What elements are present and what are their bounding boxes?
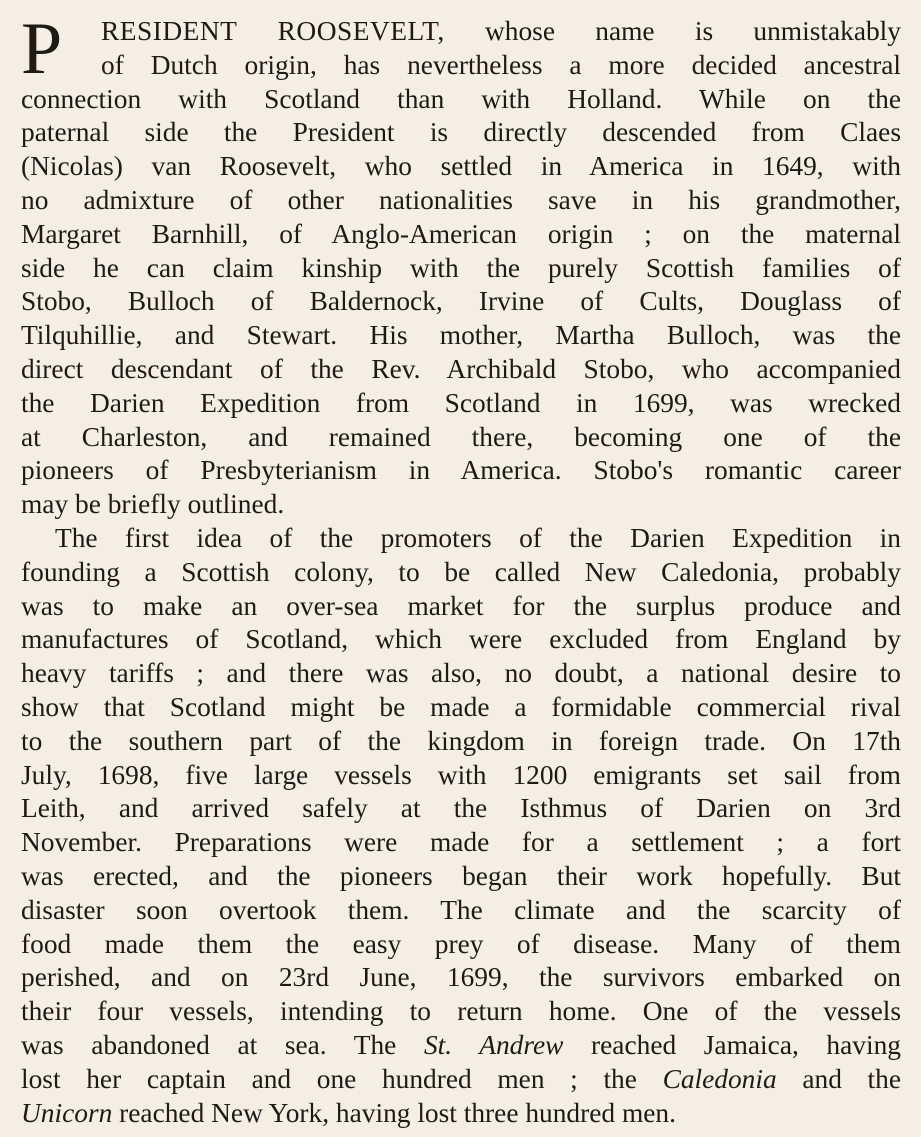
text-run: reached New York, having lost three hundred men. — [112, 1097, 676, 1128]
paragraph-1 — [21, 8, 901, 522]
text-line: may be briefly outlined. — [21, 489, 285, 520]
text-line: at Charleston, and remained there, becoming one of the — [21, 421, 901, 452]
ship-name-unicorn: Unicorn — [21, 1097, 113, 1128]
text-line: direct descendant of the Rev. Archibald Stobo, who accompanied — [21, 353, 901, 384]
ship-name-st-andrew: St. Andrew — [423, 1029, 564, 1060]
ship-name-caledonia: Caledonia — [662, 1063, 777, 1094]
president-roosevelt-smallcaps: RESIDENT ROOSEVELT, — [101, 16, 445, 46]
text-line: (Nicolas) van Roosevelt, who settled in America in 1649, with — [21, 151, 901, 182]
text-line: Leith, and arrived safely at the Isthmus of Darien on 3rd — [21, 793, 901, 824]
text-line: November. Preparations were made for a settlement ; a fort — [21, 827, 901, 858]
text-line: their four vessels, intending to return home. One of the vessels — [21, 996, 901, 1027]
text-line: the Darien Expedition from Scotland in 1699, was wrecked — [21, 387, 901, 418]
text-line: side he can claim kinship with the purely Scottish families of — [21, 252, 901, 283]
text-run: and the — [776, 1063, 901, 1094]
text-line: July, 1698, five large vessels with 1200 emigrants set sail from — [21, 759, 901, 790]
text-line: no admixture of other nationalities save in his grandmother, — [21, 184, 901, 215]
text-line: paternal side the President is directly descended from Claes — [21, 117, 901, 148]
text-line: of Dutch origin, has nevertheless a more decided ancestral — [101, 49, 901, 80]
text-line: Margaret Barnhill, of Anglo-American origin ; on the maternal — [21, 218, 901, 249]
drop-cap: P — [21, 8, 63, 90]
text-run: lost her captain and one hundred men ; the — [21, 1063, 663, 1094]
text-run: reached Jamaica, having — [563, 1029, 901, 1060]
text-line: Stobo, Bulloch of Baldernock, Irvine of Cults, Douglass of — [21, 286, 901, 317]
text-line: founding a Scottish colony, to be called New Caledonia, probably — [21, 556, 901, 587]
text-line: connection with Scotland than with Holland. While on the — [21, 83, 901, 114]
text-line: heavy tariffs ; and there was also, no doubt, a national desire to — [21, 658, 901, 689]
text-line: show that Scotland might be made a formidable commercial rival — [21, 691, 901, 722]
text-line — [21, 1063, 901, 1097]
text-line: The first idea of the promoters of the Darien Expedition in — [55, 522, 901, 553]
text-line: disaster soon overtook them. The climate and the scarcity of — [21, 894, 901, 925]
text-line — [21, 1029, 901, 1063]
text-line: Tilquhillie, and Stewart. His mother, Martha Bulloch, was the — [21, 320, 901, 351]
text-line: pioneers of Presbyterianism in America. Stobo's romantic career — [21, 455, 901, 486]
text-run: was abandoned at sea. The — [21, 1029, 424, 1060]
text-line: perished, and on 23rd June, 1699, the survivors embarked on — [21, 962, 901, 993]
text-run: whose name is unmistakably — [444, 16, 901, 46]
text-line — [21, 15, 901, 49]
text-line: food made them the easy prey of disease. Many of them — [21, 928, 901, 959]
text-line: was erected, and the pioneers began their work hopefully. But — [21, 860, 901, 891]
paragraph-2 — [21, 522, 901, 1130]
text-line — [21, 1097, 901, 1131]
text-line: was to make an over-sea market for the surplus produce and — [21, 590, 901, 621]
text-line: to the southern part of the kingdom in foreign trade. On 17th — [21, 725, 901, 756]
text-line: manufactures of Scotland, which were excluded from England by — [21, 624, 901, 655]
